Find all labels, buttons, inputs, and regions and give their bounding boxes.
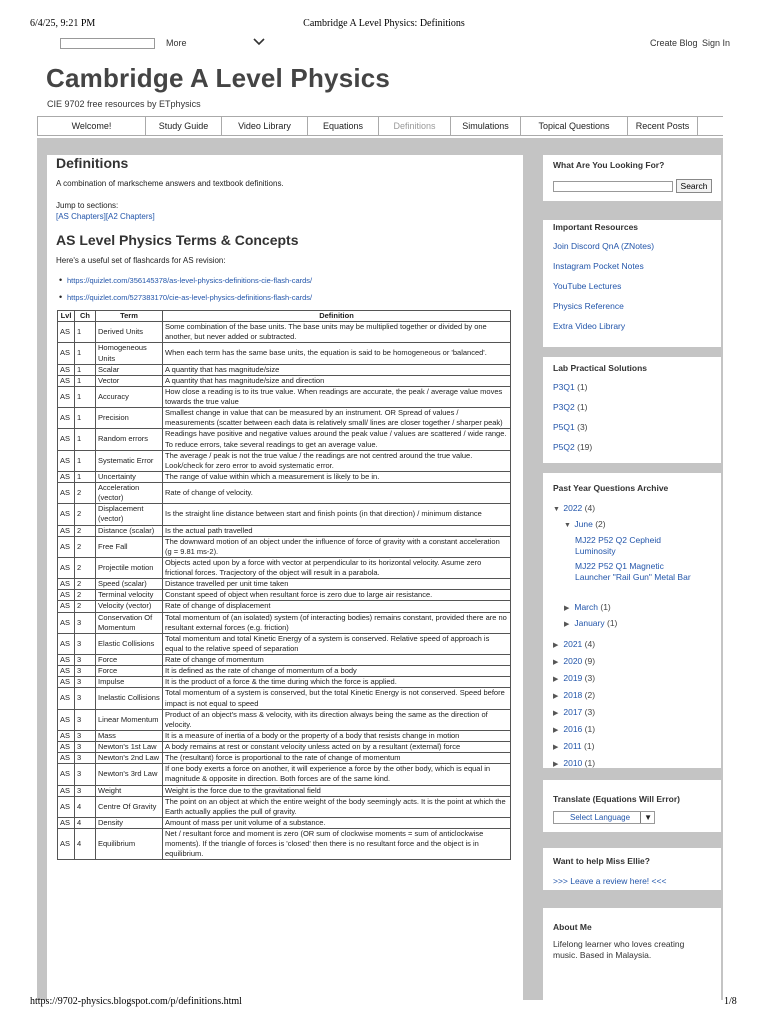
year-label[interactable]: 2011 bbox=[563, 741, 582, 751]
archive-year-2022[interactable] bbox=[553, 503, 595, 513]
cell-chapter: 1 bbox=[75, 375, 96, 386]
resource-link-instagram[interactable]: Instagram Pocket Notes bbox=[553, 261, 644, 271]
widget-separator bbox=[543, 890, 721, 908]
cell-level: AS bbox=[58, 504, 75, 525]
print-title: Cambridge A Level Physics: Definitions bbox=[303, 18, 465, 29]
archive-year[interactable] bbox=[553, 690, 595, 700]
archive-month-january[interactable] bbox=[564, 618, 617, 628]
cell-term: Precision bbox=[96, 408, 163, 429]
cell-chapter: 3 bbox=[75, 764, 96, 785]
resource-link-physics-reference[interactable]: Physics Reference bbox=[553, 301, 624, 311]
archive-year[interactable] bbox=[553, 639, 595, 649]
widget-separator bbox=[543, 463, 721, 473]
widget-separator bbox=[543, 768, 721, 780]
month-label[interactable]: January bbox=[574, 618, 605, 628]
cell-level: AS bbox=[58, 408, 75, 429]
table-row bbox=[58, 688, 511, 709]
table-row bbox=[58, 612, 511, 633]
month-count: (1) bbox=[607, 618, 618, 628]
cell-level: AS bbox=[58, 612, 75, 633]
cell-definition: The downward motion of an object under the influence of force of gravity with a constant acceleration (g = 9.81 ms-2). bbox=[163, 536, 511, 557]
post-intro: A combination of markscheme answers and textbook definitions. bbox=[56, 179, 284, 188]
collapsed-triangle-icon[interactable]: ▶ bbox=[553, 676, 559, 683]
sidebar-search-input[interactable] bbox=[553, 181, 673, 192]
table-row bbox=[58, 753, 511, 764]
cell-term: Distance (scalar) bbox=[96, 525, 163, 536]
cell-term: Centre Of Gravity bbox=[96, 796, 163, 817]
cell-term: Newton's 1st Law bbox=[96, 742, 163, 753]
print-footer bbox=[0, 994, 768, 1024]
lab-item-label[interactable]: P5Q1 bbox=[553, 422, 575, 432]
resource-link-discord[interactable]: Join Discord QnA (ZNotes) bbox=[553, 241, 655, 251]
translate-title: Translate (Equations Will Error) bbox=[553, 794, 680, 804]
year-label[interactable]: 2022 bbox=[563, 503, 583, 513]
flashcard-link[interactable]: • https://quizlet.com/527383170/cie-as-level-physics-definitions-flash-cards/ bbox=[67, 293, 312, 302]
widget-separator bbox=[543, 201, 721, 220]
cell-chapter: 3 bbox=[75, 633, 96, 654]
table-row bbox=[58, 364, 511, 375]
year-label[interactable]: 2010 bbox=[563, 758, 583, 768]
cell-term: Terminal velocity bbox=[96, 590, 163, 601]
cell-level: AS bbox=[58, 655, 75, 666]
section-heading: AS Level Physics Terms & Concepts bbox=[56, 232, 299, 248]
cell-definition: When each term has the same base units, the equation is said to be homogeneous or 'balanced'. bbox=[163, 343, 511, 364]
cell-level: AS bbox=[58, 764, 75, 785]
year-count: (1) bbox=[584, 758, 596, 768]
cell-level: AS bbox=[58, 322, 75, 343]
resource-link-extra-videos[interactable]: Extra Video Library bbox=[553, 321, 626, 331]
jump-links bbox=[56, 212, 155, 221]
collapsed-triangle-icon[interactable]: ▶ bbox=[553, 727, 559, 734]
cell-term: Homogeneous Units bbox=[96, 343, 163, 364]
cell-level: AS bbox=[58, 666, 75, 677]
cell-term: Equilibrium bbox=[96, 829, 163, 860]
cell-term: Projectile motion bbox=[96, 557, 163, 578]
cell-level: AS bbox=[58, 386, 75, 407]
cell-definition: A quantity that has magnitude/size and direction bbox=[163, 375, 511, 386]
month-count: (1) bbox=[600, 602, 611, 612]
cell-term: Scalar bbox=[96, 364, 163, 375]
cell-level: AS bbox=[58, 829, 75, 860]
cell-term: Speed (scalar) bbox=[96, 579, 163, 590]
cell-chapter: 1 bbox=[75, 471, 96, 482]
table-row bbox=[58, 375, 511, 386]
cell-definition: The range of value within which a measurement is likely to be in. bbox=[163, 471, 511, 482]
cell-chapter: 3 bbox=[75, 785, 96, 796]
collapsed-triangle-icon[interactable]: ▶ bbox=[553, 761, 559, 768]
archive-year[interactable] bbox=[553, 656, 595, 666]
cell-level: AS bbox=[58, 688, 75, 709]
cell-definition: Product of an object's mass & velocity, with its direction always being the same as the direction of velocity. bbox=[163, 709, 511, 730]
year-label[interactable]: 2017 bbox=[563, 707, 583, 717]
cell-term: Linear Momentum bbox=[96, 709, 163, 730]
cell-term: Impulse bbox=[96, 677, 163, 688]
table-row bbox=[58, 525, 511, 536]
table-row bbox=[58, 450, 511, 471]
cell-term: Newton's 3rd Law bbox=[96, 764, 163, 785]
table-row bbox=[58, 343, 511, 364]
collapsed-triangle-icon[interactable]: ▶ bbox=[553, 659, 559, 666]
cell-level: AS bbox=[58, 525, 75, 536]
year-count: (2) bbox=[584, 690, 596, 700]
table-row bbox=[58, 817, 511, 828]
cell-level: AS bbox=[58, 709, 75, 730]
year-label[interactable]: 2019 bbox=[563, 673, 583, 683]
cell-level: AS bbox=[58, 677, 75, 688]
archive-post-rail-gun[interactable]: MJ22 P52 Q1 Magnetic Launcher "Rail Gun" Metal Bar bbox=[575, 561, 691, 582]
cell-level: AS bbox=[58, 796, 75, 817]
flashcard-link[interactable]: • https://quizlet.com/356145378/as-level-physics-definitions-cie-flash-cards/ bbox=[67, 276, 312, 285]
table-row bbox=[58, 504, 511, 525]
lab-item-label[interactable]: P3Q2 bbox=[553, 402, 575, 412]
table-row bbox=[58, 471, 511, 482]
cell-chapter: 3 bbox=[75, 730, 96, 741]
cell-chapter: 1 bbox=[75, 408, 96, 429]
cell-term: Free Fall bbox=[96, 536, 163, 557]
table-header-row bbox=[58, 311, 511, 322]
cell-definition: It is defined as the rate of change of momentum of a body bbox=[163, 666, 511, 677]
cell-level: AS bbox=[58, 557, 75, 578]
collapsed-triangle-icon[interactable]: ▶ bbox=[564, 605, 570, 612]
definitions-table bbox=[57, 310, 511, 860]
cell-definition: Rate of change of displacement bbox=[163, 601, 511, 612]
cell-level: AS bbox=[58, 601, 75, 612]
cell-level: AS bbox=[58, 471, 75, 482]
lab-item-count: (1) bbox=[577, 402, 588, 412]
expanded-triangle-icon[interactable]: ▼ bbox=[564, 522, 571, 529]
table-row bbox=[58, 666, 511, 677]
cell-definition: Rate of change of velocity. bbox=[163, 483, 511, 504]
collapsed-triangle-icon[interactable]: ▶ bbox=[553, 693, 559, 700]
year-label[interactable]: 2021 bbox=[563, 639, 583, 649]
cell-definition: If one body exerts a force on another, it will experience a force by the other body, which is equal in magnitude & opposite in direction. Both forces are of the same kind. bbox=[163, 764, 511, 785]
cell-level: AS bbox=[58, 429, 75, 450]
cell-term: Uncertainty bbox=[96, 471, 163, 482]
col-header-definition: Definition bbox=[163, 311, 511, 322]
cell-level: AS bbox=[58, 633, 75, 654]
cell-term: Accuracy bbox=[96, 386, 163, 407]
cell-chapter: 2 bbox=[75, 557, 96, 578]
year-count: (4) bbox=[584, 503, 596, 513]
cell-term: Velocity (vector) bbox=[96, 601, 163, 612]
cell-chapter: 2 bbox=[75, 536, 96, 557]
resource-link-youtube[interactable]: YouTube Lectures bbox=[553, 281, 622, 291]
cell-level: AS bbox=[58, 364, 75, 375]
table-row bbox=[58, 483, 511, 504]
cell-term: Density bbox=[96, 817, 163, 828]
cell-chapter: 2 bbox=[75, 579, 96, 590]
cell-term: Newton's 2nd Law bbox=[96, 753, 163, 764]
tab-video-library[interactable]: Video Library bbox=[221, 117, 307, 135]
lab-item-count: (1) bbox=[577, 382, 588, 392]
cell-term: Inelastic Collisions bbox=[96, 688, 163, 709]
archive-month-march[interactable] bbox=[564, 602, 611, 612]
archive-year[interactable] bbox=[553, 741, 594, 751]
about-widget bbox=[543, 908, 721, 1000]
cell-chapter: 4 bbox=[75, 817, 96, 828]
year-count: (3) bbox=[584, 707, 596, 717]
table-row bbox=[58, 579, 511, 590]
create-blog-link[interactable]: Create Blog bbox=[650, 38, 698, 48]
cell-definition: Weight is the force due to the gravitational field bbox=[163, 785, 511, 796]
navbar-search-input[interactable] bbox=[60, 38, 155, 49]
blog-title[interactable]: Cambridge A Level Physics bbox=[46, 63, 391, 93]
cell-chapter: 3 bbox=[75, 688, 96, 709]
cell-chapter: 3 bbox=[75, 742, 96, 753]
about-title: About Me bbox=[553, 922, 592, 932]
cell-definition: Net / resultant force and moment is zero (OR sum of clockwise moments = sum of anticlockwise moments). If the triangle of forces is 'closed' then there is no resultant force and the object is in equilibrium. bbox=[163, 829, 511, 860]
cell-level: AS bbox=[58, 579, 75, 590]
cell-definition: Total momentum of a system is conserved, but the total Kinetic Energy is not conserved. Speed before impact is not equal to speed bbox=[163, 688, 511, 709]
cell-definition: The average / peak is not the true value / the readings are not centred around the true value. Look/check for zero error to avoid systematic error. bbox=[163, 450, 511, 471]
cell-chapter: 1 bbox=[75, 322, 96, 343]
cell-chapter: 3 bbox=[75, 655, 96, 666]
lab-item-p3q2[interactable] bbox=[553, 402, 588, 412]
cell-chapter: 3 bbox=[75, 677, 96, 688]
table-row bbox=[58, 764, 511, 785]
year-count: (1) bbox=[584, 724, 596, 734]
cell-term: Force bbox=[96, 655, 163, 666]
year-label[interactable]: 2018 bbox=[563, 690, 583, 700]
cell-level: AS bbox=[58, 536, 75, 557]
about-text: Lifelong learner who loves creating music. Based in Malaysia. bbox=[553, 939, 685, 960]
as-chapters-link[interactable]: [AS Chapters] bbox=[56, 212, 106, 221]
month-count: (2) bbox=[595, 519, 606, 529]
tab-definitions[interactable]: Definitions bbox=[378, 117, 450, 135]
cell-term: Systematic Error bbox=[96, 450, 163, 471]
cell-level: AS bbox=[58, 785, 75, 796]
cell-chapter: 4 bbox=[75, 796, 96, 817]
cell-level: AS bbox=[58, 730, 75, 741]
sidebar bbox=[543, 155, 721, 1000]
cell-definition: The point on an object at which the entire weight of the body seemingly acts. It is the point at which the Earth actually applies the pull of gravity. bbox=[163, 796, 511, 817]
archive-title: Past Year Questions Archive bbox=[553, 483, 669, 493]
cell-term: Conservation Of Momentum bbox=[96, 612, 163, 633]
review-link[interactable]: >>> Leave a review here! <<< bbox=[553, 876, 667, 886]
table-row bbox=[58, 742, 511, 753]
table-row bbox=[58, 677, 511, 688]
cell-level: AS bbox=[58, 343, 75, 364]
collapsed-triangle-icon[interactable]: ▶ bbox=[553, 744, 559, 751]
cell-definition: Smallest change in value that can be measured by an instrument. OR Spread of values / measurements (scatter between each data is relatively small/ lines are closer together / sharper peak) bbox=[163, 408, 511, 429]
expanded-triangle-icon[interactable]: ▼ bbox=[553, 506, 560, 513]
table-row bbox=[58, 557, 511, 578]
cell-chapter: 3 bbox=[75, 666, 96, 677]
table-row bbox=[58, 785, 511, 796]
cell-chapter: 1 bbox=[75, 450, 96, 471]
cell-definition: It is a measure of inertia of a body or the property of a body that resists change in motion bbox=[163, 730, 511, 741]
lab-widget bbox=[543, 357, 721, 473]
cell-chapter: 2 bbox=[75, 525, 96, 536]
print-page-number: 1/8 bbox=[724, 996, 737, 1007]
cell-term: Elastic Collisions bbox=[96, 633, 163, 654]
cell-definition: A quantity that has magnitude/size bbox=[163, 364, 511, 375]
cell-definition: Constant speed of object when resultant force is zero due to large air resistance. bbox=[163, 590, 511, 601]
cell-chapter: 3 bbox=[75, 709, 96, 730]
archive-year[interactable] bbox=[553, 724, 595, 734]
tab-equations[interactable]: Equations bbox=[307, 117, 378, 135]
search-button[interactable]: Search bbox=[676, 179, 712, 193]
lab-item-p5q1[interactable] bbox=[553, 422, 588, 432]
cell-chapter: 2 bbox=[75, 590, 96, 601]
post-title: Definitions bbox=[56, 155, 129, 171]
cell-term: Random errors bbox=[96, 429, 163, 450]
table-row bbox=[58, 633, 511, 654]
lab-title: Lab Practical Solutions bbox=[553, 363, 647, 373]
cell-definition: Rate of change of momentum bbox=[163, 655, 511, 666]
cell-term: Acceleration (vector) bbox=[96, 483, 163, 504]
lab-item-p5q2[interactable] bbox=[553, 442, 592, 452]
table-row bbox=[58, 590, 511, 601]
cell-definition: Some combination of the base units. The base units may be multiplied together or divided by one another, but never added or subtracted. bbox=[163, 322, 511, 343]
year-count: (3) bbox=[584, 673, 596, 683]
year-count: (9) bbox=[584, 656, 596, 666]
archive-year[interactable] bbox=[553, 673, 595, 683]
cell-term: Derived Units bbox=[96, 322, 163, 343]
tab-topical-questions[interactable]: Topical Questions bbox=[520, 117, 627, 135]
table-row bbox=[58, 386, 511, 407]
table-row bbox=[58, 408, 511, 429]
cell-definition: The (resultant) force is proportional to the rate of change of momentum bbox=[163, 753, 511, 764]
cell-definition: Is the straight line distance between start and finish points (in that direction) / minimum distance bbox=[163, 504, 511, 525]
language-select-label[interactable]: Select Language bbox=[570, 813, 631, 822]
cell-level: AS bbox=[58, 483, 75, 504]
table-row bbox=[58, 709, 511, 730]
cell-definition: A body remains at rest or constant velocity unless acted on by a resultant (external) force bbox=[163, 742, 511, 753]
resources-title: Important Resources bbox=[553, 222, 639, 232]
cell-chapter: 3 bbox=[75, 612, 96, 633]
search-widget bbox=[543, 155, 721, 201]
cell-chapter: 1 bbox=[75, 364, 96, 375]
jump-label: Jump to sections: bbox=[56, 201, 119, 210]
archive-year[interactable] bbox=[553, 707, 595, 717]
table-row bbox=[58, 601, 511, 612]
col-header-term: Term bbox=[96, 311, 163, 322]
print-url: https://9702-physics.blogspot.com/p/definitions.html bbox=[30, 996, 242, 1007]
table-row bbox=[58, 655, 511, 666]
cell-level: AS bbox=[58, 753, 75, 764]
cell-chapter: 4 bbox=[75, 829, 96, 860]
main-column bbox=[47, 155, 523, 1000]
cell-term: Mass bbox=[96, 730, 163, 741]
year-count: (4) bbox=[584, 639, 596, 649]
archive-widget bbox=[543, 473, 721, 778]
cell-chapter: 1 bbox=[75, 343, 96, 364]
dropdown-arrow-icon[interactable]: ▼ bbox=[640, 812, 652, 823]
more-menu-label[interactable]: More bbox=[166, 38, 187, 48]
table-row bbox=[58, 829, 511, 860]
lab-item-label[interactable]: P5Q2 bbox=[553, 442, 575, 452]
cell-chapter: 3 bbox=[75, 753, 96, 764]
cell-level: AS bbox=[58, 590, 75, 601]
table-row bbox=[58, 796, 511, 817]
cell-level: AS bbox=[58, 375, 75, 386]
archive-month-june[interactable] bbox=[564, 519, 606, 529]
tab-simulations[interactable]: Simulations bbox=[450, 117, 520, 135]
cell-chapter: 2 bbox=[75, 504, 96, 525]
collapsed-triangle-icon[interactable]: ▶ bbox=[553, 642, 559, 649]
year-label[interactable]: 2020 bbox=[563, 656, 583, 666]
archive-year[interactable] bbox=[553, 758, 595, 768]
table-row bbox=[58, 730, 511, 741]
cell-chapter: 2 bbox=[75, 601, 96, 612]
month-label[interactable]: June bbox=[574, 519, 593, 529]
cell-term: Weight bbox=[96, 785, 163, 796]
table-row bbox=[58, 536, 511, 557]
print-header bbox=[0, 0, 768, 32]
lab-item-label[interactable]: P3Q1 bbox=[553, 382, 575, 392]
blog-description: CIE 9702 free resources by ETphysics bbox=[47, 99, 201, 109]
page-tabs bbox=[37, 116, 723, 136]
widget-separator bbox=[543, 832, 721, 848]
year-count: (1) bbox=[584, 741, 595, 751]
language-select[interactable] bbox=[553, 811, 655, 824]
cell-definition: How close a reading is to its true value. When readings are accurate, the peak / average value moves towards the true value bbox=[163, 386, 511, 407]
month-label[interactable]: March bbox=[574, 602, 598, 612]
help-title: Want to help Miss Ellie? bbox=[553, 856, 650, 866]
cell-term: Force bbox=[96, 666, 163, 677]
blogger-navbar bbox=[30, 34, 738, 54]
chevron-down-icon[interactable] bbox=[252, 36, 266, 48]
collapsed-triangle-icon[interactable]: ▶ bbox=[564, 621, 570, 628]
cell-definition: Is the actual path travelled bbox=[163, 525, 511, 536]
cell-definition: Readings have positive and negative values around the peak value / values are scattered / wide range. To reduce errors, take several readings to get an average value. bbox=[163, 429, 511, 450]
cell-definition: It is the product of a force & the time during which the force is applied. bbox=[163, 677, 511, 688]
cell-term: Displacement (vector) bbox=[96, 504, 163, 525]
lab-item-count: (19) bbox=[577, 442, 593, 452]
cell-definition: Objects acted upon by a force with vector at perpendicular to its horizontal velocity. Asume zero frictional forces. Tracjectory of the object will result in a parabola. bbox=[163, 557, 511, 578]
print-date: 6/4/25, 9:21 PM bbox=[30, 18, 96, 29]
tab-study-guide[interactable]: Study Guide bbox=[145, 117, 221, 135]
cell-level: AS bbox=[58, 742, 75, 753]
year-label[interactable]: 2016 bbox=[563, 724, 583, 734]
table-row bbox=[58, 429, 511, 450]
table-body bbox=[58, 322, 511, 860]
cell-chapter: 2 bbox=[75, 483, 96, 504]
cell-chapter: 1 bbox=[75, 429, 96, 450]
search-widget-title: What Are You Looking For? bbox=[553, 160, 665, 170]
archive-post-cepheid[interactable]: MJ22 P52 Q2 Cepheid Luminosity bbox=[575, 535, 661, 556]
cell-term: Vector bbox=[96, 375, 163, 386]
a2-chapters-link[interactable]: [A2 Chapters] bbox=[105, 212, 155, 221]
resources-widget bbox=[543, 220, 721, 347]
table-row bbox=[58, 322, 511, 343]
tab-welcome[interactable]: Welcome! bbox=[37, 117, 145, 135]
cell-definition: Amount of mass per unit volume of a substance. bbox=[163, 817, 511, 828]
cell-level: AS bbox=[58, 817, 75, 828]
col-header-ch: Ch bbox=[75, 311, 96, 322]
cell-definition: Total momentum and total Kinetic Energy of a system is conserved. Relative speed of approach is equal to the relative speed of separation bbox=[163, 633, 511, 654]
cell-level: AS bbox=[58, 450, 75, 471]
lab-item-p3q1[interactable] bbox=[553, 382, 588, 392]
cell-chapter: 1 bbox=[75, 386, 96, 407]
widget-separator bbox=[543, 347, 721, 357]
cell-definition: Distance travelled per unit time taken bbox=[163, 579, 511, 590]
lab-item-count: (3) bbox=[577, 422, 588, 432]
collapsed-triangle-icon[interactable]: ▶ bbox=[553, 710, 559, 717]
tab-recent-posts[interactable]: Recent Posts bbox=[627, 117, 698, 135]
flashcards-intro: Here's a useful set of flashcards for AS revision: bbox=[56, 256, 226, 265]
col-header-lvl: Lvl bbox=[58, 311, 75, 322]
sign-in-link[interactable]: Sign In bbox=[702, 38, 731, 48]
cell-definition: Total momentum of (an isolated) system (of interacting bodies) remains constant, provided there are no resultant external forces (e.g. friction) bbox=[163, 612, 511, 633]
